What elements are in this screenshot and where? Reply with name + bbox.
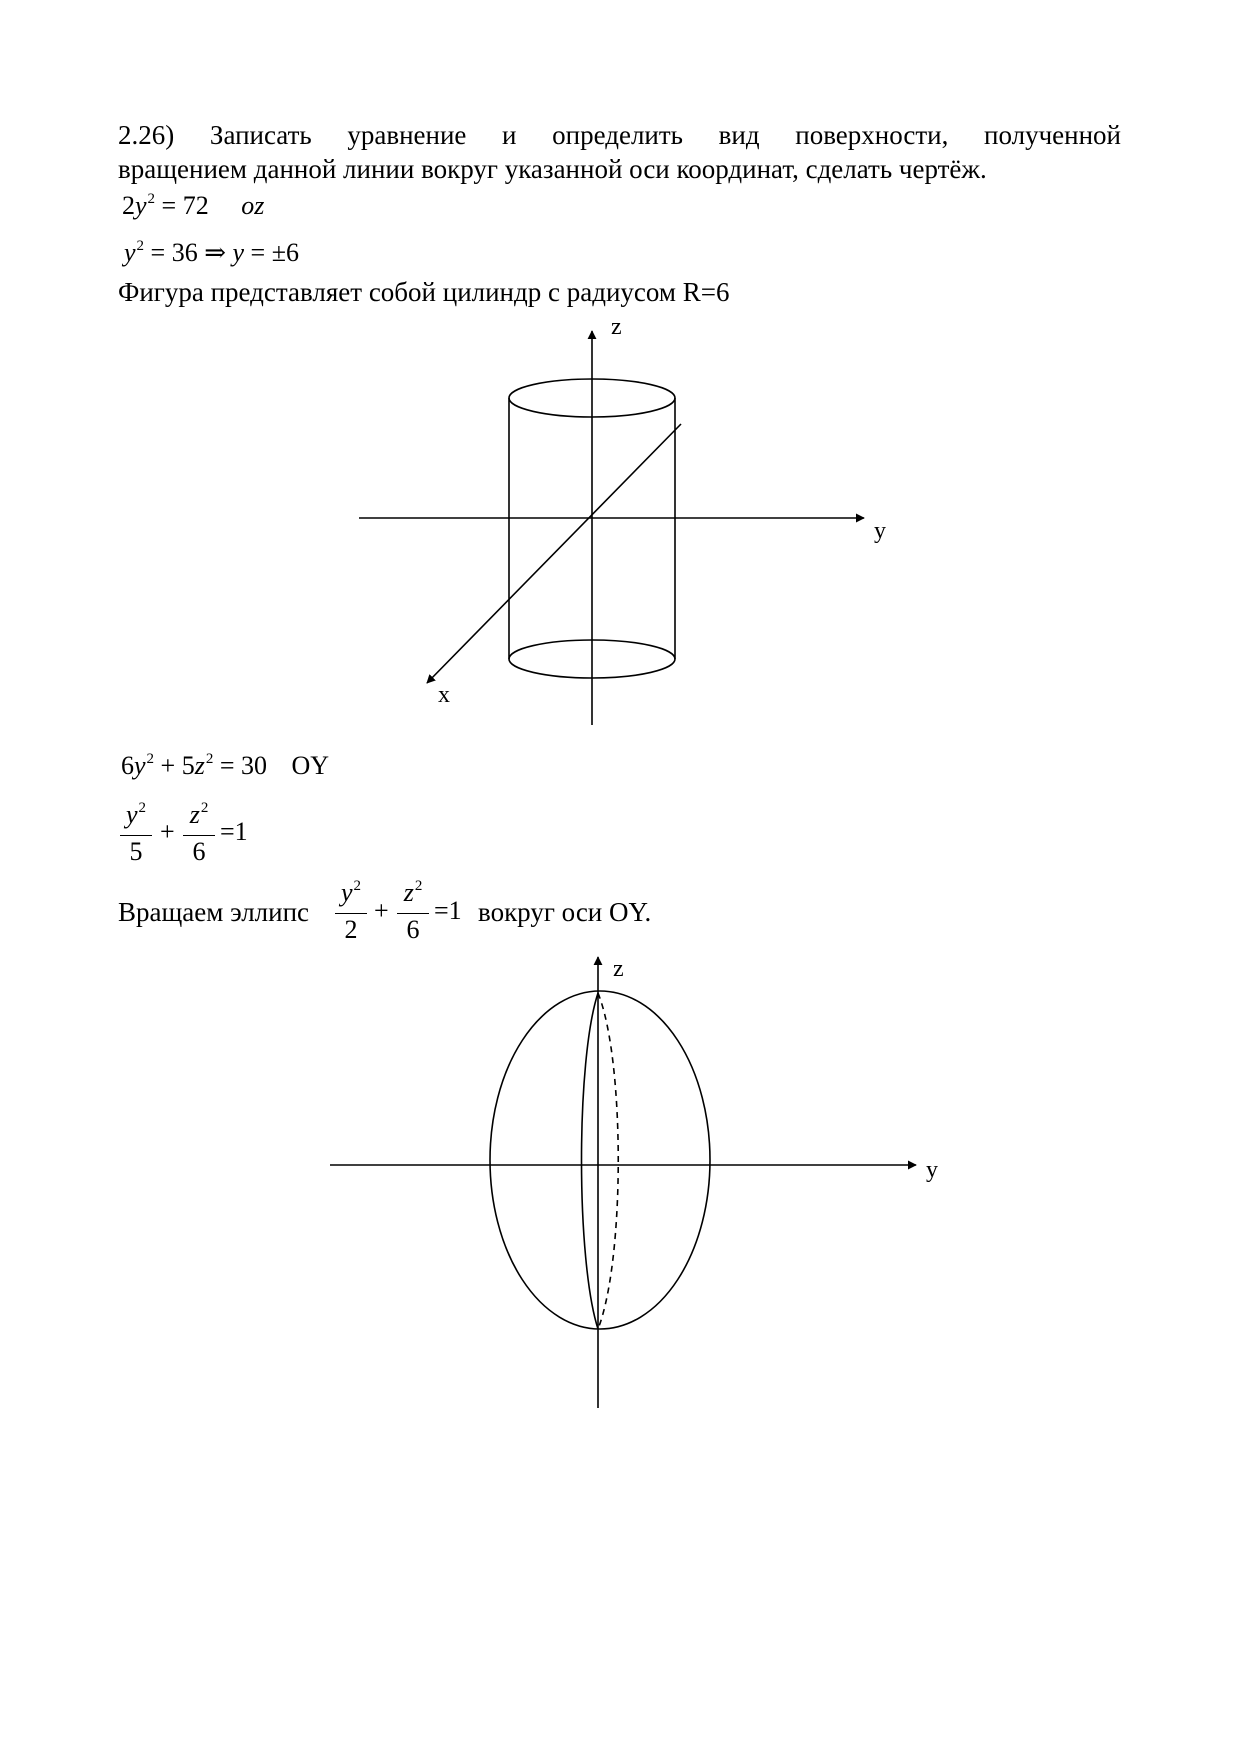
denominator: 5 <box>129 837 143 866</box>
cylinder-figure <box>359 331 864 725</box>
plus-sign: + <box>374 896 389 925</box>
plus-sign: + <box>160 817 175 846</box>
problem-text-line1: Записать уравнение и определить вид поверхности, полученной <box>209 120 1122 150</box>
denominator: 6 <box>192 837 206 866</box>
coefficient: 6 <box>121 751 134 780</box>
exponent: 2 <box>414 878 423 894</box>
label-z: z <box>611 314 622 340</box>
ellipsoid-figure <box>330 957 916 1408</box>
variable-y: y <box>340 878 353 907</box>
plus-term: + 5 <box>154 751 195 780</box>
problem-number: 2.26) <box>118 120 175 150</box>
variable-z: z <box>194 751 205 780</box>
equation-rhs: =1 <box>434 896 462 925</box>
rotation-axis: oz <box>241 191 265 220</box>
rotation-prefix: Вращаем эллипс <box>118 897 310 927</box>
rotation-axis: OY <box>291 751 330 780</box>
derivation-middle: = 36 ⇒ <box>150 238 233 267</box>
meridian-front <box>582 993 599 1329</box>
label-x: x <box>438 682 450 708</box>
variable-y: y <box>125 800 138 829</box>
problem-statement-line2: вращением данной линии вокруг указанной оси координат, сделать чертёж. <box>118 154 987 184</box>
exponent: 2 <box>205 751 214 767</box>
exponent: 2 <box>138 800 147 816</box>
variable-y: y <box>135 191 147 220</box>
coefficient: 2 <box>122 191 135 220</box>
variable-y: y <box>124 238 136 267</box>
label-y: y <box>926 1157 938 1183</box>
variable-z: z <box>403 878 414 907</box>
label-y: y <box>874 518 886 544</box>
exponent: 2 <box>146 751 155 767</box>
variable-y: y <box>134 751 146 780</box>
denominator: 6 <box>406 915 420 944</box>
rotation-suffix: вокруг оси OY. <box>478 897 652 927</box>
exponent: 2 <box>200 800 209 816</box>
label-z: z <box>613 956 624 982</box>
ellipse-outline <box>490 991 710 1329</box>
equation-rhs: = 30 <box>213 751 268 780</box>
variable-y: y <box>232 238 245 267</box>
equation-rhs: = 72 <box>161 191 209 220</box>
meridian-back <box>598 993 618 1329</box>
equation-rhs: =1 <box>220 817 248 846</box>
conclusion-text: Фигура представляет собой цилиндр с радиусом R=6 <box>118 277 730 307</box>
variable-z: z <box>189 800 200 829</box>
denominator: 2 <box>344 915 358 944</box>
derivation-result: = ±6 <box>244 238 299 267</box>
exponent: 2 <box>136 238 145 254</box>
exponent: 2 <box>147 191 156 207</box>
exponent: 2 <box>353 878 362 894</box>
